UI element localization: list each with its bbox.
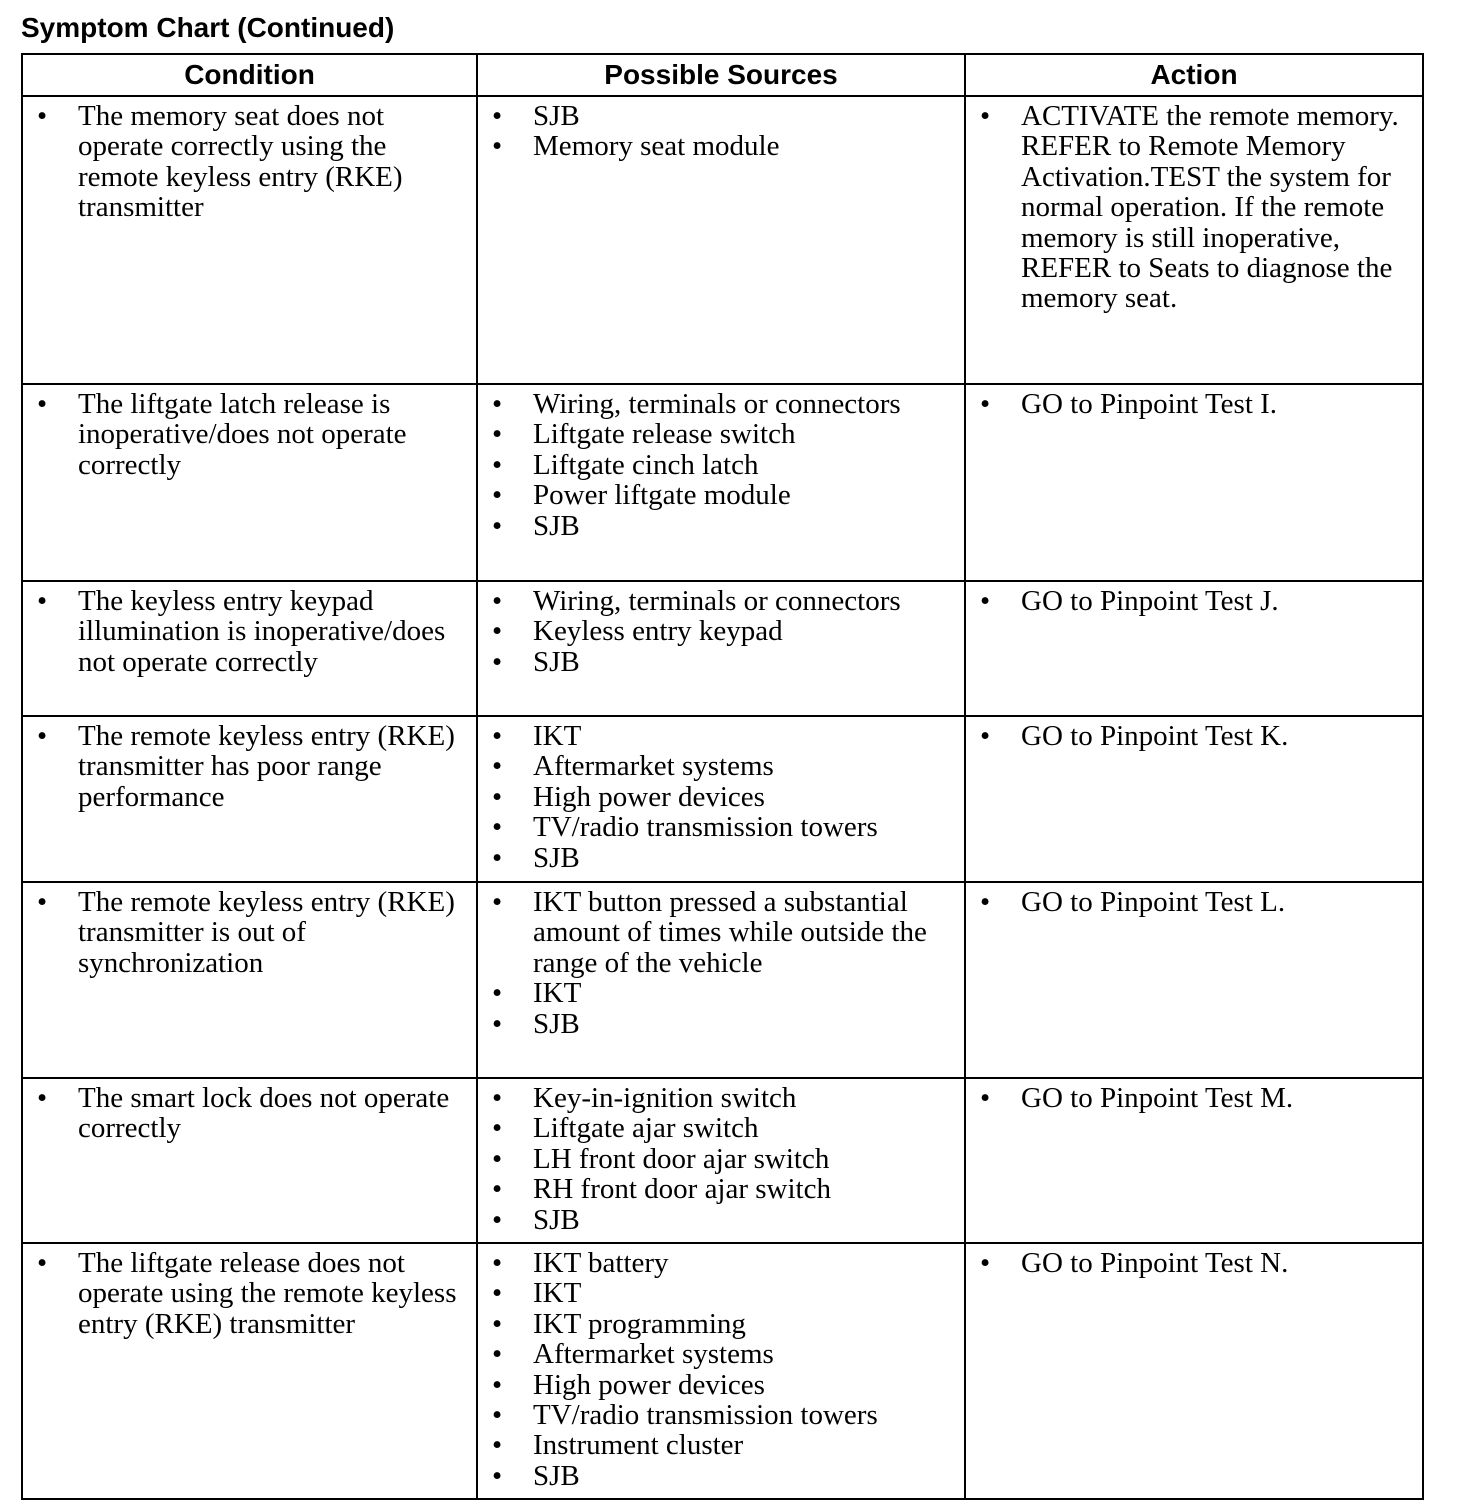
list-item: • The keyless entry keypad illumination is inoperative/does not operate correctly: [31, 586, 468, 677]
bullet-list: [486, 1083, 956, 1235]
condition-cell: [22, 882, 477, 1078]
table-row: [22, 1243, 1423, 1499]
action-cell: [965, 716, 1423, 882]
list-item: • High power devices: [486, 782, 956, 812]
list-item: • ACTIVATE the remote memory. REFER to Remote Memory Activation.TEST the system for normal operation. If the remote memory is still inoperative, REFER to Seats to diagnose the memory seat.: [974, 101, 1414, 314]
list-item: • IKT: [486, 1278, 956, 1308]
list-item: • IKT: [486, 978, 956, 1008]
list-item: • Instrument cluster: [486, 1430, 956, 1460]
list-item: • GO to Pinpoint Test I.: [974, 389, 1414, 419]
table-row: [22, 716, 1423, 882]
bullet-list: [31, 721, 468, 812]
bullet-list: [486, 389, 956, 541]
bullet-list: [974, 887, 1414, 917]
list-item: • Liftgate cinch latch: [486, 450, 956, 480]
list-item: • Wiring, terminals or connectors: [486, 586, 956, 616]
list-item: • LH front door ajar switch: [486, 1144, 956, 1174]
condition-cell: [22, 1078, 477, 1243]
list-item: • The remote keyless entry (RKE) transmitter has poor range performance: [31, 721, 468, 812]
bullet-list: [31, 101, 468, 223]
page-title: Symptom Chart (Continued): [21, 12, 395, 43]
list-item: • SJB: [486, 1461, 956, 1491]
bullet-list: [486, 1248, 956, 1491]
list-item: • Keyless entry keypad: [486, 616, 956, 646]
condition-cell: [22, 716, 477, 882]
list-item: • The smart lock does not operate correctly: [31, 1083, 468, 1144]
bullet-list: [974, 389, 1414, 419]
bullet-list: [486, 101, 956, 162]
condition-cell: [22, 96, 477, 384]
list-item: • Liftgate ajar switch: [486, 1113, 956, 1143]
list-item: • Aftermarket systems: [486, 1339, 956, 1369]
bullet-list: [486, 887, 956, 1039]
condition-cell: [22, 384, 477, 581]
bullet-list: [486, 721, 956, 873]
possible-sources-cell: [477, 1078, 965, 1243]
possible-sources-cell: [477, 882, 965, 1078]
list-item: • GO to Pinpoint Test M.: [974, 1083, 1414, 1113]
possible-sources-cell: [477, 1243, 965, 1499]
bullet-list: [31, 1248, 468, 1339]
list-item: • Key-in-ignition switch: [486, 1083, 956, 1113]
bullet-list: [974, 101, 1414, 314]
possible-sources-cell: [477, 384, 965, 581]
list-item: • TV/radio transmission towers: [486, 812, 956, 842]
list-item: • TV/radio transmission towers: [486, 1400, 956, 1430]
list-item: • IKT button pressed a substantial amount of times while outside the range of the vehicle: [486, 887, 956, 978]
table-row: [22, 882, 1423, 1078]
symptom-chart-table: [21, 53, 1424, 1500]
action-cell: [965, 96, 1423, 384]
action-cell: [965, 581, 1423, 716]
bullet-list: [974, 721, 1414, 751]
condition-cell: [22, 581, 477, 716]
list-item: • SJB: [486, 1205, 956, 1235]
bullet-list: [486, 586, 956, 677]
list-item: • GO to Pinpoint Test L.: [974, 887, 1414, 917]
column-header-action: Action: [965, 54, 1423, 96]
list-item: • The liftgate latch release is inoperative/does not operate correctly: [31, 389, 468, 480]
bullet-list: [974, 586, 1414, 616]
bullet-list: [31, 1083, 468, 1144]
list-item: • The memory seat does not operate correctly using the remote keyless entry (RKE) transmitter: [31, 101, 468, 223]
action-cell: [965, 1243, 1423, 1499]
table-body: [22, 96, 1423, 1499]
list-item: • SJB: [486, 511, 956, 541]
column-header-condition: Condition: [22, 54, 477, 96]
bullet-list: [31, 389, 468, 480]
list-item: • GO to Pinpoint Test K.: [974, 721, 1414, 751]
list-item: • Aftermarket systems: [486, 751, 956, 781]
list-item: • RH front door ajar switch: [486, 1174, 956, 1204]
list-item: • SJB: [486, 843, 956, 873]
action-cell: [965, 882, 1423, 1078]
bullet-list: [31, 586, 468, 677]
possible-sources-cell: [477, 96, 965, 384]
action-cell: [965, 1078, 1423, 1243]
list-item: • SJB: [486, 101, 956, 131]
list-item: • GO to Pinpoint Test N.: [974, 1248, 1414, 1278]
list-item: • SJB: [486, 647, 956, 677]
list-item: • Liftgate release switch: [486, 419, 956, 449]
list-item: • Power liftgate module: [486, 480, 956, 510]
list-item: • IKT: [486, 721, 956, 751]
list-item: • High power devices: [486, 1370, 956, 1400]
table-row: [22, 581, 1423, 716]
list-item: • GO to Pinpoint Test J.: [974, 586, 1414, 616]
list-item: • IKT battery: [486, 1248, 956, 1278]
table-row: [22, 96, 1423, 384]
table-row: [22, 1078, 1423, 1243]
list-item: • The liftgate release does not operate using the remote keyless entry (RKE) transmitter: [31, 1248, 468, 1339]
table-header-row: [22, 54, 1423, 96]
list-item: • Memory seat module: [486, 131, 956, 161]
list-item: • Wiring, terminals or connectors: [486, 389, 956, 419]
bullet-list: [974, 1083, 1414, 1113]
list-item: • SJB: [486, 1009, 956, 1039]
action-cell: [965, 384, 1423, 581]
list-item: • The remote keyless entry (RKE) transmitter is out of synchronization: [31, 887, 468, 978]
bullet-list: [31, 887, 468, 978]
possible-sources-cell: [477, 581, 965, 716]
list-item: • IKT programming: [486, 1309, 956, 1339]
bullet-list: [974, 1248, 1414, 1278]
condition-cell: [22, 1243, 477, 1499]
column-header-possible-sources: Possible Sources: [477, 54, 965, 96]
table-row: [22, 384, 1423, 581]
possible-sources-cell: [477, 716, 965, 882]
